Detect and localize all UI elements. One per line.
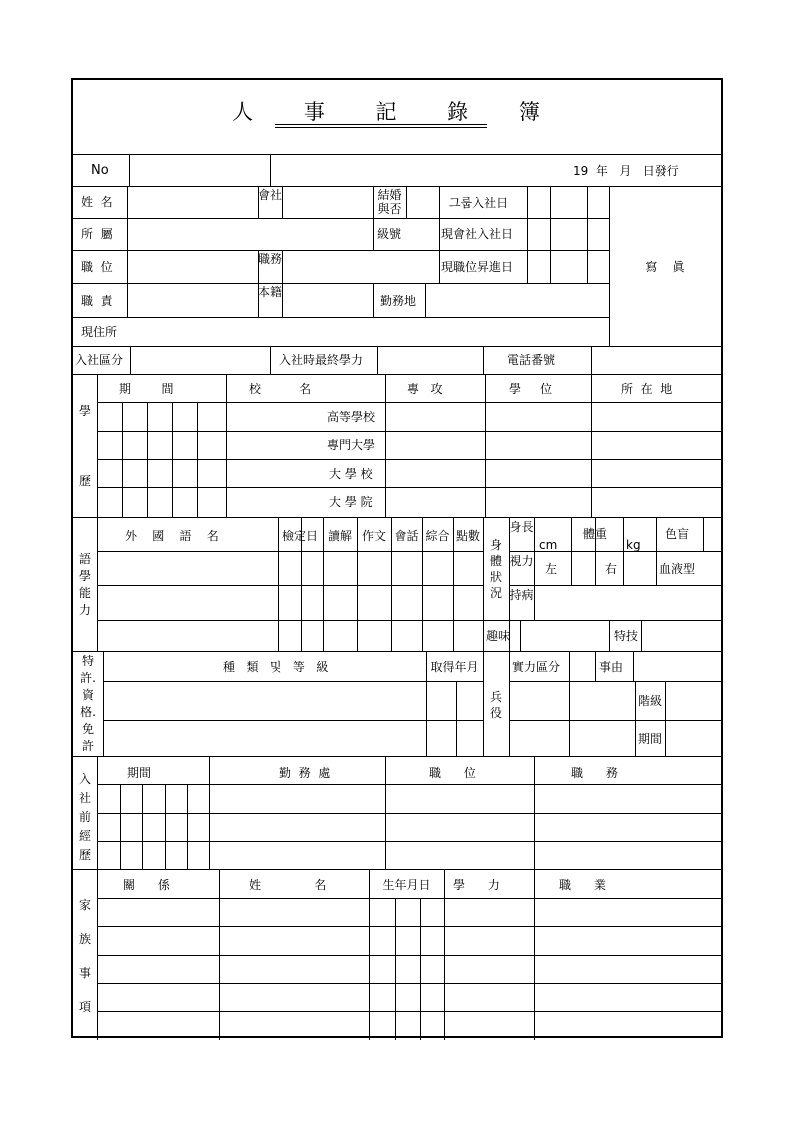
license-section-label: 資 [81,688,94,702]
no-label: No [91,163,109,178]
lang-header-speaking: 會話 [394,529,419,543]
family-section-label: 項 [78,1000,91,1014]
lang-section-label: 能 [78,586,91,600]
family-section-label: 族 [78,932,91,946]
grade-label: 級號 [377,227,402,241]
career-section-label: 前 [78,810,91,824]
weight-label: 體重 [583,527,608,541]
career-section-label: 入 [78,772,91,786]
edu-section-label: 歷 [78,474,91,488]
military-section-label: 役 [489,706,502,720]
personnel-record-form [71,78,723,1038]
lang-section-label: 學 [78,569,91,583]
edu-header-major: 專 攻 [407,382,443,396]
join-company-date-label: 現會社入社日 [441,227,514,241]
lang-header-name: 外 國 語 名 [125,529,219,543]
license-section-label: 特 [81,654,94,668]
marriage-label: 結婚與否 [377,188,402,216]
edu-header-location: 所 在 地 [621,382,673,396]
lang-header-writing: 作文 [361,529,386,543]
body-section-label: 身 [489,538,502,552]
military-rank-label: 階級 [637,694,662,708]
vision-right-label: 右 [605,562,618,576]
final-education-label: 入社時最終學力 [279,353,364,367]
military-service-label: 實力區分 [512,660,561,674]
lang-header-score: 點數 [455,529,480,543]
career-header-workplace: 勤 務 處 [279,766,331,780]
career-header-period: 期間 [127,766,152,780]
workplace-label: 勤務地 [380,294,417,308]
license-kind-header: 種 類 및 等 級 [223,660,329,674]
military-reason-label: 事由 [599,660,624,674]
join-group-date-label: 그룹入社日 [449,196,509,210]
phone-label: 電話番號 [507,353,556,367]
military-period-label: 期間 [637,732,662,746]
promotion-date-label: 現職位昇進日 [441,260,514,274]
title-double-underline [275,124,487,128]
special-skill-label: 特技 [614,629,639,643]
kg-unit: kg [626,538,641,552]
career-header-position: 職 位 [429,766,476,780]
body-section-label: 況 [489,586,502,600]
lang-section-label: 力 [78,603,91,617]
family-header-education: 學 力 [453,878,500,892]
edu-school-university: 大 學 校 [329,467,373,481]
form-title: 人 事 記 錄 簿 [232,100,562,124]
height-label: 身長 [509,520,534,534]
license-date-header: 取得年月 [430,660,479,674]
body-section-label: 狀 [489,570,502,584]
position-label: 職 位 [81,260,113,274]
blood-type-label: 血液型 [659,562,696,576]
lang-header-test-date: 檢定日 [281,529,318,543]
career-section-label: 歷 [78,848,91,862]
career-header-duty: 職 務 [571,766,618,780]
license-section-label: 格. [80,705,96,719]
edu-header-degree: 學 位 [509,382,553,396]
address-label: 現住所 [81,325,118,339]
family-section-label: 家 [78,898,91,912]
company-label: 會社 [258,188,283,202]
issue-date-label: 19 年 月 日發行 [573,164,679,178]
family-section-label: 事 [78,966,91,980]
edu-school-college: 專門大學 [327,438,376,452]
vision-label: 視力 [509,554,534,568]
vision-left-label: 左 [545,562,558,576]
career-section-label: 社 [78,791,91,805]
entry-division-label: 入社區分 [75,353,124,367]
license-section-label: 免 [81,722,94,736]
duty-label: 職 責 [81,294,113,308]
family-header-name: 姓 名 [249,878,327,892]
lang-section-label: 語 [78,552,91,566]
edu-school-highschool: 高等學校 [327,410,376,424]
edu-section-label: 學 [78,404,91,418]
career-section-label: 經 [78,829,91,843]
edu-header-school: 校 名 [249,382,312,396]
military-section-label: 兵 [489,690,502,704]
lang-header-overall: 綜合 [425,529,450,543]
edu-header-period: 期 間 [119,382,174,396]
family-header-relation: 關 係 [123,878,170,892]
dept-label: 所 屬 [81,227,113,241]
edu-school-graduate: 大 學 院 [329,495,373,509]
family-header-birthdate: 生年月日 [382,878,431,892]
license-section-label: 許. [80,671,96,685]
name-label: 姓 名 [81,195,113,209]
family-header-occupation: 職 業 [559,878,606,892]
chronic-disease-label: 持病 [509,588,534,602]
color-blind-label: 色盲 [665,527,690,541]
license-section-label: 許 [81,739,94,753]
cm-unit: cm [539,538,558,552]
hobby-label: 趣味 [486,629,511,643]
body-section-label: 體 [489,554,502,568]
photo-label: 寫 眞 [645,260,685,274]
lang-header-reading: 讀解 [327,529,352,543]
duty-post-label: 職務 [258,252,283,266]
origin-label: 本籍 [258,285,283,299]
